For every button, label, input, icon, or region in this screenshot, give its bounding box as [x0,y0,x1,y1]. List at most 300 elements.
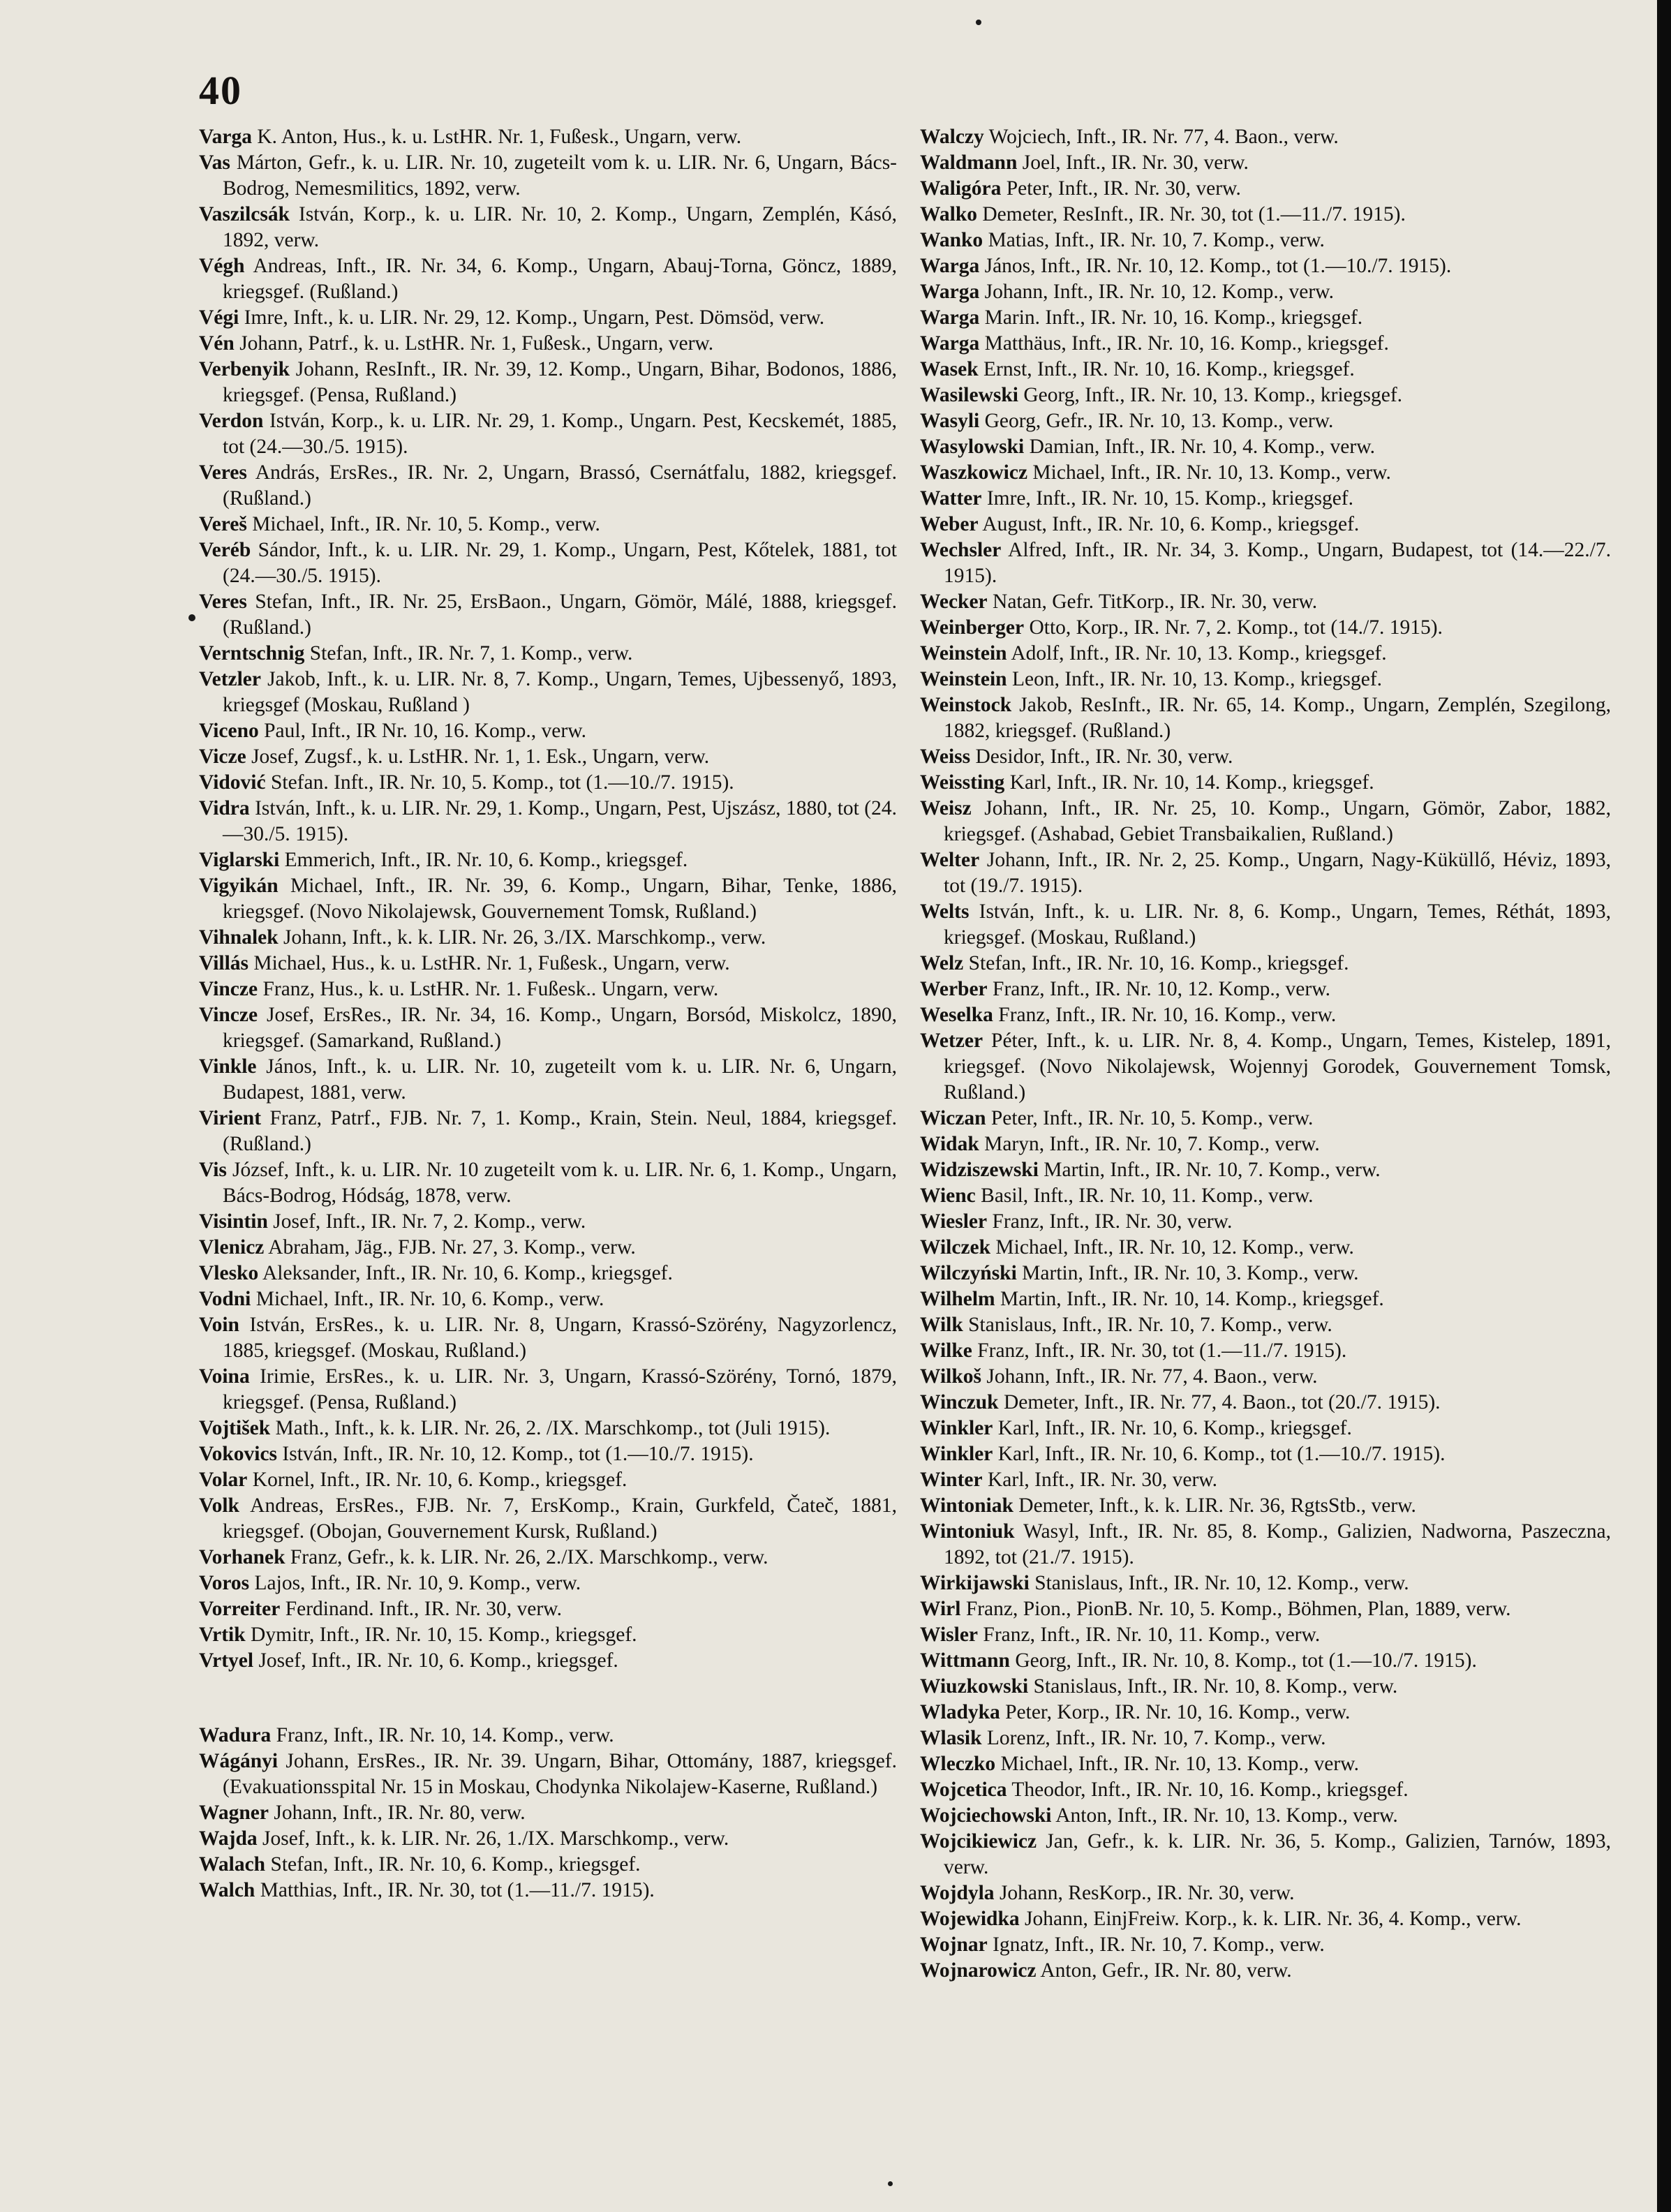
casualty-entry [920,1596,1611,1622]
casualty-entry [199,1493,897,1545]
entry-surname: Weinstock [920,694,1012,716]
entry-surname: Welts [920,900,970,923]
casualty-entry [199,150,897,202]
entry-details: Georg, Inft., IR. Nr. 10, 8. Komp., tot (1.—10./7. 1915). [1009,1649,1477,1672]
entry-surname: Wilkoš [920,1365,981,1388]
casualty-entry [920,1106,1611,1131]
entry-surname: Vorhanek [199,1546,285,1568]
casualty-entry [199,202,897,253]
entry-details: Johann, Inft., IR. Nr. 2, 25. Komp., Ungarn, Nagy-Küküllő, Héviz, 1893, tot (19./7. 1915). [944,849,1611,897]
entry-surname: Wojciechowski [920,1804,1052,1827]
entry-details: August, Inft., IR. Nr. 10, 6. Komp., kriegsgef. [978,513,1360,535]
entry-surname: Weber [920,513,979,535]
entry-details: Johann, ResInft., IR. Nr. 39, 12. Komp., Ungarn, Bihar, Bodonos, 1886, kriegsgef. (Pensa, Rußland.) [223,358,897,406]
casualty-entry [920,1286,1611,1312]
entry-surname: Verbenyik [199,358,290,380]
entry-details: Michael, Inft., IR. Nr. 10, 12. Komp., verw. [990,1236,1354,1259]
casualty-entry [920,253,1611,279]
entry-surname: Vinkle [199,1055,257,1078]
casualty-entry [199,1002,897,1054]
entry-surname: Voros [199,1572,250,1594]
entry-details: Andreas, Inft., IR. Nr. 34, 6. Komp., Ungarn, Abauj-Torna, Göncz, 1889, kriegsgef. (Rußland.) [223,255,897,303]
entry-details: Stefan, Inft., IR. Nr. 7, 1. Komp., verw. [304,642,633,665]
entry-surname: Wilke [920,1339,972,1362]
entry-surname: Volar [199,1469,248,1491]
entry-details: Johann, Inft., IR. Nr. 77, 4. Baon., verw. [981,1365,1318,1388]
entry-details: János, Inft., k. u. LIR. Nr. 10, zugeteilt vom k. u. LIR. Nr. 6, Ungarn, Budapest, 1881, verw. [223,1055,897,1104]
entry-surname: Vlesko [199,1262,259,1284]
entry-details: István, Inft., k. u. LIR. Nr. 29, 1. Komp., Ungarn, Pest, Ujszász, 1880, tot (24.—30./5. 1915). [223,797,897,845]
casualty-entry [920,1958,1611,1984]
entry-details: Franz, Patrf., FJB. Nr. 7, 1. Komp., Krain, Stein. Neul, 1884, kriegsgef. (Rußland.) [223,1107,897,1155]
casualty-entry [199,331,897,357]
entry-surname: Veres [199,591,247,613]
casualty-entry [920,1803,1611,1829]
entry-details: Jakob, Inft., k. u. LIR. Nr. 8, 7. Komp., Ungarn, Temes, Ujbessenyő, 1893, kriegsgef (Moskau, Rußland ) [223,668,897,716]
entry-details: Karl, Inft., IR. Nr. 10, 6. Komp., tot (1.—10./7. 1915). [993,1443,1446,1465]
entry-details: Péter, Inft., k. u. LIR. Nr. 8, 4. Komp., Ungarn, Temes, Kistelep, 1891, kriegsgef. (Novo Nikolajewsk, Wojennyj Gorodek, Gouvernement Tomsk, Rußland.) [944,1030,1611,1104]
entry-surname: Wittmann [920,1649,1010,1672]
entry-surname: Weisz [920,797,972,819]
entry-details: Leon, Inft., IR. Nr. 10, 13. Komp., kriegsgef. [1007,668,1383,690]
casualty-entry [199,1545,897,1571]
entry-details: István, Korp., k. u. LIR. Nr. 29, 1. Komp., Ungarn. Pest, Kecskemét, 1885, tot (24.—30./5. 1915). [223,410,897,458]
casualty-entry [199,951,897,977]
entry-surname: Warga [920,255,980,277]
entry-surname: Virient [199,1107,262,1129]
entry-surname: Veres [199,461,247,484]
entry-surname: Verntschnig [199,642,305,665]
entry-surname: Wirl [920,1598,961,1620]
entry-details: Michael, Inft., IR. Nr. 10, 13. Komp., verw. [995,1753,1359,1775]
entry-surname: Weinstein [920,642,1007,665]
entry-surname: Wasyli [920,410,980,432]
casualty-entry [199,925,897,951]
entry-surname: Werber [920,978,988,1000]
entry-details: Math., Inft., k. k. LIR. Nr. 26, 2. /IX. Marschkomp., tot (Juli 1915). [270,1417,831,1439]
entry-details: Martin, Inft., IR. Nr. 10, 7. Komp., verw. [1038,1159,1381,1181]
casualty-entry [199,1467,897,1493]
casualty-entry [920,1880,1611,1906]
entry-surname: Wilhelm [920,1288,995,1310]
entry-details: Jan, Gefr., k. k. LIR. Nr. 36, 5. Komp., Galizien, Tarnów, 1893, verw. [944,1830,1611,1878]
casualty-entry [199,977,897,1002]
entry-surname: Vis [199,1159,227,1181]
entry-details: Andreas, ErsRes., FJB. Nr. 7, ErsKomp., Krain, Gurkfeld, Čateč, 1881, kriegsgef. (Obojan, Gouvernement Kursk, Rußland.) [223,1494,897,1543]
entry-surname: Viceno [199,720,259,742]
entry-details: Anton, Inft., IR. Nr. 10, 13. Komp., verw. [1051,1804,1398,1827]
entry-details: Basil, Inft., IR. Nr. 10, 11. Komp., verw. [975,1185,1314,1207]
entry-details: Demeter, Inft., k. k. LIR. Nr. 36, RgtsStb., verw. [1013,1494,1416,1517]
entry-surname: Vodni [199,1288,251,1310]
casualty-entry [199,589,897,641]
entry-surname: Weselka [920,1004,993,1026]
casualty-entry [920,1467,1611,1493]
entry-details: Desidor, Inft., IR. Nr. 30, verw. [970,745,1233,768]
entry-details: Ernst, Inft., IR. Nr. 10, 16. Komp., kriegsgef. [978,358,1355,380]
casualty-entry [199,1749,897,1800]
entry-details: Karl, Inft., IR. Nr. 30, verw. [982,1469,1218,1491]
entry-surname: Végh [199,255,245,277]
entry-details: Franz, Inft., IR. Nr. 10, 14. Komp., verw. [271,1724,614,1746]
casualty-entry [920,150,1611,176]
entry-details: Stefan, Inft., IR. Nr. 10, 6. Komp., kriegsgef. [265,1853,641,1876]
casualty-entry [199,1648,897,1674]
casualty-entry [920,176,1611,202]
casualty-entry [199,305,897,331]
casualty-entry [199,1441,897,1467]
casualty-entry [920,1441,1611,1467]
scan-speck [888,2181,893,2186]
casualty-entry [199,408,897,460]
entry-surname: Wojnar [920,1933,988,1956]
casualty-entry [199,253,897,305]
entry-surname: Vidra [199,797,250,819]
entry-surname: Wladyka [920,1701,1000,1723]
entry-surname: Wanko [920,229,983,251]
casualty-entry [920,899,1611,951]
entry-details: Peter, Inft., IR. Nr. 30, verw. [1001,177,1241,200]
entry-details: Franz, Inft., IR. Nr. 10, 12. Komp., verw. [987,978,1330,1000]
casualty-entry [920,434,1611,460]
casualty-entry [199,1235,897,1261]
entry-details: Marin. Inft., IR. Nr. 10, 16. Komp., kriegsgef. [979,306,1363,329]
entry-surname: Weinstein [920,668,1007,690]
casualty-entry [920,770,1611,796]
entry-surname: Welz [920,952,964,974]
casualty-entry [920,1312,1611,1338]
entry-surname: Vigyikán [199,875,278,897]
casualty-entry [920,331,1611,357]
casualty-entry [199,460,897,512]
entry-details: Franz, Inft., IR. Nr. 10, 11. Komp., verw. [978,1624,1321,1646]
entry-surname: Wasek [920,358,979,380]
casualty-entry [199,796,897,847]
casualty-entry [920,1235,1611,1261]
casualty-entry [199,1622,897,1648]
entry-details: Josef, Inft., IR. Nr. 10, 6. Komp., kriegsgef. [253,1649,618,1672]
casualty-entry [920,977,1611,1002]
entry-surname: Winkler [920,1443,993,1465]
casualty-entry [920,124,1611,150]
entry-details: Stanislaus, Inft., IR. Nr. 10, 7. Komp., verw. [963,1314,1332,1336]
casualty-entry [920,1338,1611,1364]
entry-surname: Vicze [199,745,246,768]
casualty-entry [199,357,897,408]
entry-details: Michael, Hus., k. u. LstHR. Nr. 1, Fußesk., Ungarn, verw. [248,952,730,974]
entry-details: Franz, Hus., k. u. LstHR. Nr. 1. Fußesk.. Ungarn, verw. [258,978,719,1000]
casualty-entry [920,1622,1611,1648]
entry-surname: Wintoniak [920,1494,1013,1517]
entry-details: Stanislaus, Inft., IR. Nr. 10, 8. Komp., verw. [1028,1675,1398,1698]
entry-surname: Vetzler [199,668,261,690]
entry-details: Stanislaus, Inft., IR. Nr. 10, 12. Komp., verw. [1029,1572,1409,1594]
entry-surname: Wiuzkowski [920,1675,1029,1698]
casualty-entry [920,537,1611,589]
casualty-entry [920,1906,1611,1932]
entry-surname: Waszkowicz [920,461,1028,484]
casualty-entry [199,512,897,537]
entry-details: Alfred, Inft., IR. Nr. 34, 3. Komp., Ungarn, Budapest, tot (14.—22./7. 1915). [944,539,1611,587]
entry-details: Franz, Inft., IR. Nr. 30, verw. [987,1210,1233,1233]
casualty-entry [199,124,897,150]
casualty-entry [920,641,1611,667]
entry-surname: Vrtyel [199,1649,254,1672]
entry-surname: Wojcetica [920,1779,1007,1801]
entry-details: Johann, EinjFreiw. Korp., k. k. LIR. Nr. 36, 4. Komp., verw. [1019,1908,1522,1930]
entry-surname: Vihnalek [199,926,278,949]
casualty-entry [199,1312,897,1364]
entry-details: Sándor, Inft., k. u. LIR. Nr. 29, 1. Komp., Ungarn, Pest, Kőtelek, 1881, tot (24.—30./5. 1915). [223,539,897,587]
entry-surname: Vincze [199,978,258,1000]
entry-surname: Volk [199,1494,239,1517]
entry-details: Jakob, ResInft., IR. Nr. 65, 14. Komp., Ungarn, Zemplén, Szegilong, 1882, kriegsgef. (Rußland.) [944,694,1611,742]
casualty-entry [199,1054,897,1106]
entry-surname: Winter [920,1469,983,1491]
entry-details: Stefan, Inft., IR. Nr. 10, 16. Komp., kriegsgef. [963,952,1349,974]
casualty-entry [920,1519,1611,1571]
entry-details: Franz, Pion., PionB. Nr. 10, 5. Komp., Böhmen, Plan, 1889, verw. [960,1598,1511,1620]
casualty-entry [920,1002,1611,1028]
entry-details: Martin, Inft., IR. Nr. 10, 14. Komp., kriegsgef. [995,1288,1384,1310]
entry-details: Otto, Korp., IR. Nr. 7, 2. Komp., tot (14./7. 1915). [1024,616,1443,639]
entry-details: János, Inft., IR. Nr. 10, 12. Komp., tot (1.—10./7. 1915). [979,255,1452,277]
entry-surname: Wiczan [920,1107,986,1129]
entry-details: Adolf, Inft., IR. Nr. 10, 13. Komp., kriegsgef. [1007,642,1387,665]
entry-surname: Voin [199,1314,239,1336]
entry-surname: Wilczyński [920,1262,1017,1284]
entry-surname: Wirkijawski [920,1572,1030,1594]
entry-details: Johann, Inft., IR. Nr. 25, 10. Komp., Ungarn, Gömör, Zabor, 1882, kriegsgef. (Ashabad, Gebiet Transbaikalien, Rußland.) [944,797,1611,845]
casualty-entry [920,1648,1611,1674]
entry-details: András, ErsRes., IR. Nr. 2, Ungarn, Brassó, Csernátfalu, 1882, kriegsgef. (Rußland.) [223,461,897,510]
entry-surname: Warga [920,281,980,303]
casualty-entry [199,667,897,718]
entry-details: Georg, Gefr., IR. Nr. 10, 13. Komp., verw. [979,410,1334,432]
casualty-entry [199,1878,897,1903]
entry-details: Josef, Inft., IR. Nr. 7, 2. Komp., verw. [267,1210,586,1233]
casualty-entry [920,228,1611,253]
entry-surname: Walach [199,1853,266,1876]
casualty-entry [920,667,1611,692]
entry-details: Dymitr, Inft., IR. Nr. 10, 15. Komp., kriegsgef. [245,1624,637,1646]
entry-surname: Visintin [199,1210,268,1233]
casualty-entry [199,1261,897,1286]
entry-surname: Walko [920,203,977,225]
entry-details: Karl, Inft., IR. Nr. 10, 14. Komp., kriegsgef. [1004,771,1374,794]
casualty-entry [920,796,1611,847]
entry-details: István, Inft., IR. Nr. 10, 12. Komp., tot (1.—10./7. 1915). [277,1443,754,1465]
entry-details: Karl, Inft., IR. Nr. 10, 6. Komp., kriegsgef. [993,1417,1352,1439]
casualty-entry [199,1571,897,1596]
entry-details: Emmerich, Inft., IR. Nr. 10, 6. Komp., kriegsgef. [279,849,688,871]
entry-surname: Wiesler [920,1210,988,1233]
entry-details: Natan, Gefr. TitKorp., IR. Nr. 30, verw. [987,591,1318,613]
casualty-entry [920,589,1611,615]
entry-surname: Waldmann [920,151,1018,174]
casualty-entry [920,1209,1611,1235]
entry-surname: Wadura [199,1724,272,1746]
page-number: 40 [199,68,242,113]
entry-details: K. Anton, Hus., k. u. LstHR. Nr. 1, Fußesk., Ungarn, verw. [251,126,742,148]
entry-surname: Varga [199,126,252,148]
entry-surname: Vlenicz [199,1236,265,1259]
casualty-entry [920,486,1611,512]
casualty-entry [920,1493,1611,1519]
entry-surname: Warga [920,306,980,329]
casualty-entry [199,718,897,744]
entry-details: Wasyl, Inft., IR. Nr. 85, 8. Komp., Galizien, Nadworna, Paszeczna, 1892, tot (21./7. 1915). [944,1520,1611,1568]
entry-details: Peter, Korp., IR. Nr. 10, 16. Komp., verw. [1000,1701,1351,1723]
left-column-v-entries [199,124,897,1674]
entry-details: Lorenz, Inft., IR. Nr. 10, 7. Komp., verw. [981,1727,1326,1749]
entry-surname: Wagner [199,1802,269,1824]
entry-details: Matthäus, Inft., IR. Nr. 10, 16. Komp., kriegsgef. [979,332,1389,355]
entry-surname: Vrtik [199,1624,246,1646]
casualty-entry [920,1932,1611,1958]
entry-details: Peter, Inft., IR. Nr. 10, 5. Komp., verw. [986,1107,1314,1129]
entry-details: Johann, Patrf., k. u. LstHR. Nr. 1, Fußesk., Ungarn, verw. [234,332,714,355]
entry-surname: Wasylowski [920,436,1025,458]
casualty-entry [920,1390,1611,1416]
entry-details: Johann, Inft., IR. Nr. 10, 12. Komp., verw. [979,281,1334,303]
entry-details: Paul, Inft., IR Nr. 10, 16. Komp., verw. [258,720,586,742]
casualty-entry [199,1364,897,1416]
entry-details: Josef, Inft., k. k. LIR. Nr. 26, 1./IX. Marschkomp., verw. [257,1827,729,1850]
entry-surname: Weinberger [920,616,1025,639]
entry-details: József, Inft., k. u. LIR. Nr. 10 zugeteilt vom k. u. LIR. Nr. 6, 1. Komp., Ungarn, Bács-Bodrog, Hódság, 1878, verw. [223,1159,897,1207]
entry-surname: Wechsler [920,539,1002,561]
entry-details: Franz, Inft., IR. Nr. 10, 16. Komp., verw. [993,1004,1337,1026]
entry-surname: Wojdyla [920,1882,995,1904]
casualty-entry [920,692,1611,744]
section-gap [199,1674,897,1723]
entry-surname: Vereš [199,513,247,535]
entry-surname: Viglarski [199,849,280,871]
casualty-entry [199,744,897,770]
entry-details: Anton, Gefr., IR. Nr. 80, verw. [1036,1959,1292,1982]
entry-details: Theodor, Inft., IR. Nr. 10, 16. Komp., kriegsgef. [1007,1779,1409,1801]
entry-details: Lajos, Inft., IR. Nr. 10, 9. Komp., verw. [249,1572,581,1594]
entry-surname: Verdon [199,410,264,432]
casualty-entry [199,1416,897,1441]
entry-surname: Wecker [920,591,988,613]
entry-surname: Waligóra [920,177,1002,200]
entry-surname: Vokovics [199,1443,278,1465]
left-column-w-entries [199,1723,897,1903]
casualty-entry [920,1829,1611,1880]
entry-surname: Winczuk [920,1391,999,1413]
casualty-entry [920,744,1611,770]
casualty-entry [199,1826,897,1852]
casualty-entry [920,1183,1611,1209]
casualty-entry [199,1723,897,1749]
casualty-entry [199,1800,897,1826]
casualty-entry [199,847,897,873]
entry-details: Ignatz, Inft., IR. Nr. 10, 7. Komp., verw. [987,1933,1325,1956]
entry-surname: Vaszilcsák [199,203,290,225]
casualty-entry [920,847,1611,899]
entry-surname: Wojcikiewicz [920,1830,1037,1853]
casualty-entry [920,357,1611,383]
entry-details: Kornel, Inft., IR. Nr. 10, 6. Komp., kriegsgef. [247,1469,627,1491]
entry-surname: Watter [920,487,982,510]
casualty-entry [920,408,1611,434]
entry-details: Ferdinand. Inft., IR. Nr. 30, verw. [280,1598,562,1620]
entry-surname: Wisler [920,1624,979,1646]
casualty-entry [920,1157,1611,1183]
entry-details: Maryn, Inft., IR. Nr. 10, 7. Komp., verw. [979,1133,1320,1155]
entry-surname: Villás [199,952,249,974]
entry-surname: Wintoniuk [920,1520,1015,1543]
entry-details: Michael, Inft., IR. Nr. 10, 6. Komp., verw. [251,1288,604,1310]
entry-details: Martin, Inft., IR. Nr. 10, 3. Komp., verw. [1016,1262,1359,1284]
entry-surname: Wilczek [920,1236,991,1259]
entry-surname: Végi [199,306,239,329]
entry-surname: Vas [199,151,230,174]
entry-details: Stefan, Inft., IR. Nr. 25, ErsBaon., Ungarn, Gömör, Málé, 1888, kriegsgef. (Rußland.) [223,591,897,639]
casualty-entry [199,1209,897,1235]
casualty-entry [199,1852,897,1878]
casualty-entry [920,512,1611,537]
casualty-entry [199,641,897,667]
casualty-entry [199,1157,897,1209]
entry-surname: Walczy [920,126,984,148]
entry-surname: Vojtišek [199,1417,271,1439]
casualty-entry [920,1751,1611,1777]
entry-details: Michael, Inft., IR. Nr. 39, 6. Komp., Ungarn, Bihar, Tenke, 1886, kriegsgef. (Novo Nikolajewsk, Gouvernement Tomsk, Rußland.) [223,875,897,923]
entry-surname: Weiss [920,745,971,768]
casualty-entry [199,770,897,796]
entry-surname: Welter [920,849,980,871]
entry-surname: Voina [199,1365,250,1388]
entry-surname: Vén [199,332,235,355]
left-column [199,124,897,1903]
casualty-entry [920,1700,1611,1725]
casualty-entry [920,1261,1611,1286]
entry-surname: Winkler [920,1417,993,1439]
casualty-entry [920,615,1611,641]
entry-details: István, ErsRes., k. u. LIR. Nr. 8, Ungarn, Krassó-Szörény, Nagyzorlencz, 1885, kriegsgef. (Moskau, Rußland.) [223,1314,897,1362]
casualty-entry [920,279,1611,305]
casualty-entry [920,460,1611,486]
entry-details: Demeter, Inft., IR. Nr. 77, 4. Baon., tot (20./7. 1915). [998,1391,1441,1413]
entry-details: Franz, Inft., IR. Nr. 30, tot (1.—11./7. 1915). [972,1339,1347,1362]
entry-details: Georg, Inft., IR. Nr. 10, 13. Komp., kriegsgef. [1018,384,1403,406]
casualty-entry [920,1028,1611,1106]
entry-surname: Weissting [920,771,1005,794]
scan-speck [188,614,195,621]
entry-details: Damian, Inft., IR. Nr. 10, 4. Komp., verw. [1024,436,1375,458]
casualty-entry [199,873,897,925]
entry-details: Matthias, Inft., IR. Nr. 30, tot (1.—11./7. 1915). [255,1879,655,1901]
entry-details: Demeter, ResInft., IR. Nr. 30, tot (1.—11./7. 1915). [976,203,1406,225]
entry-surname: Wágányi [199,1750,278,1772]
entry-details: Johann, Inft., IR. Nr. 80, verw. [268,1802,526,1824]
entry-surname: Wasilewski [920,384,1018,406]
entry-surname: Wetzer [920,1030,983,1052]
entry-surname: Veréb [199,539,251,561]
entry-details: Josef, Zugsf., k. u. LstHR. Nr. 1, 1. Esk., Ungarn, verw. [246,745,710,768]
entry-details: Johann, ErsRes., IR. Nr. 39. Ungarn, Bihar, Ottomány, 1887, kriegsgef. (Evakuationsspital Nr. 15 in Moskau, Chodynka Nikolajew-Kaserne, Rußland.) [223,1750,897,1798]
entry-details: Imre, Inft., IR. Nr. 10, 15. Komp., kriegsgef. [981,487,1354,510]
entry-details: Imre, Inft., k. u. LIR. Nr. 29, 12. Komp., Ungarn, Pest. Dömsöd, verw. [239,306,825,329]
entry-surname: Wlasik [920,1727,982,1749]
entry-surname: Wojnarowicz [920,1959,1037,1982]
casualty-entry [920,1777,1611,1803]
entry-details: Wojciech, Inft., IR. Nr. 77, 4. Baon., verw. [983,126,1339,148]
casualty-entry [920,1364,1611,1390]
